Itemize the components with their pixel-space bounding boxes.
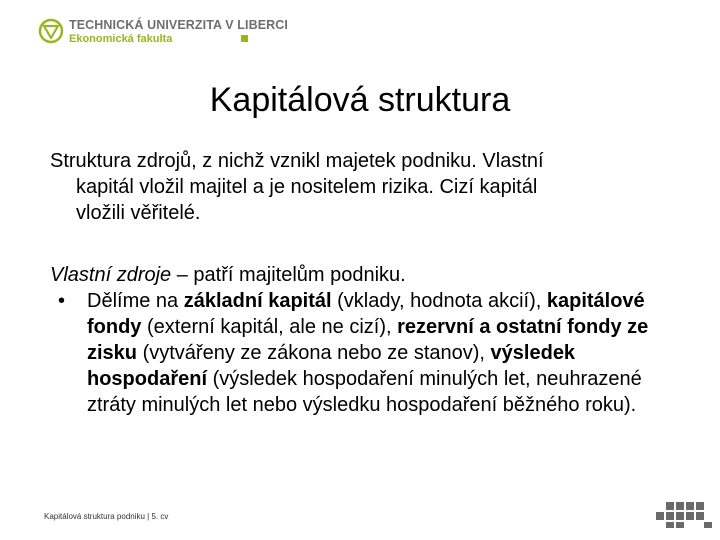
term-capital-funds: kapitálové fondy <box>87 290 645 338</box>
slide-title: Kapitálová struktura <box>209 81 511 119</box>
footer-caption: Kapitálová struktura podniku | 5. cv <box>44 512 169 521</box>
term-own-resources: Vlastní zdroje <box>50 264 172 286</box>
grid-logo-icon <box>654 502 712 528</box>
paragraph-definition <box>50 148 690 226</box>
bullet-text <box>50 288 690 418</box>
tul-logo-icon <box>38 18 64 44</box>
header-logo <box>38 14 288 48</box>
term-reserve-funds: rezervní a ostatní fondy ze zisku <box>87 316 649 364</box>
lead-line <box>50 262 690 288</box>
paragraph-line: kapitál vložil majitel a je nositelem rizika. Cizí kapitál <box>76 176 538 198</box>
bullet-icon: • <box>58 290 66 312</box>
university-name: TECHNICKÁ UNIVERZITA V LIBERCI <box>69 18 288 32</box>
text-run: (vklady, hodnota akcií), <box>331 290 547 312</box>
paragraph-line: Struktura zdrojů, z nichž vznikl majetek podniku. Vlastní <box>50 150 544 172</box>
text-run: (externí kapitál, ale ne cizí), <box>141 316 398 338</box>
text-run: (výsledek hospodaření minulých let, neuhrazené ztráty minulých let nebo výsledku hospodaření běžného roku). <box>87 368 642 416</box>
paragraph-own-resources <box>50 262 690 418</box>
faculty-name: Ekonomická fakulta <box>69 33 173 45</box>
term-profit-result: výsledek hospodaření <box>87 342 576 390</box>
lead-text: – patří majitelům podniku. <box>171 264 406 286</box>
faculty-square <box>241 35 248 42</box>
term-basic-capital: základní kapitál <box>183 290 332 312</box>
text-run: (vytvářeny ze zákona nebo ze stanov), <box>137 342 491 364</box>
paragraph-line: vložili věřitelé. <box>76 202 201 224</box>
bullet-item <box>50 288 690 418</box>
text-run: Dělíme na <box>87 290 184 312</box>
